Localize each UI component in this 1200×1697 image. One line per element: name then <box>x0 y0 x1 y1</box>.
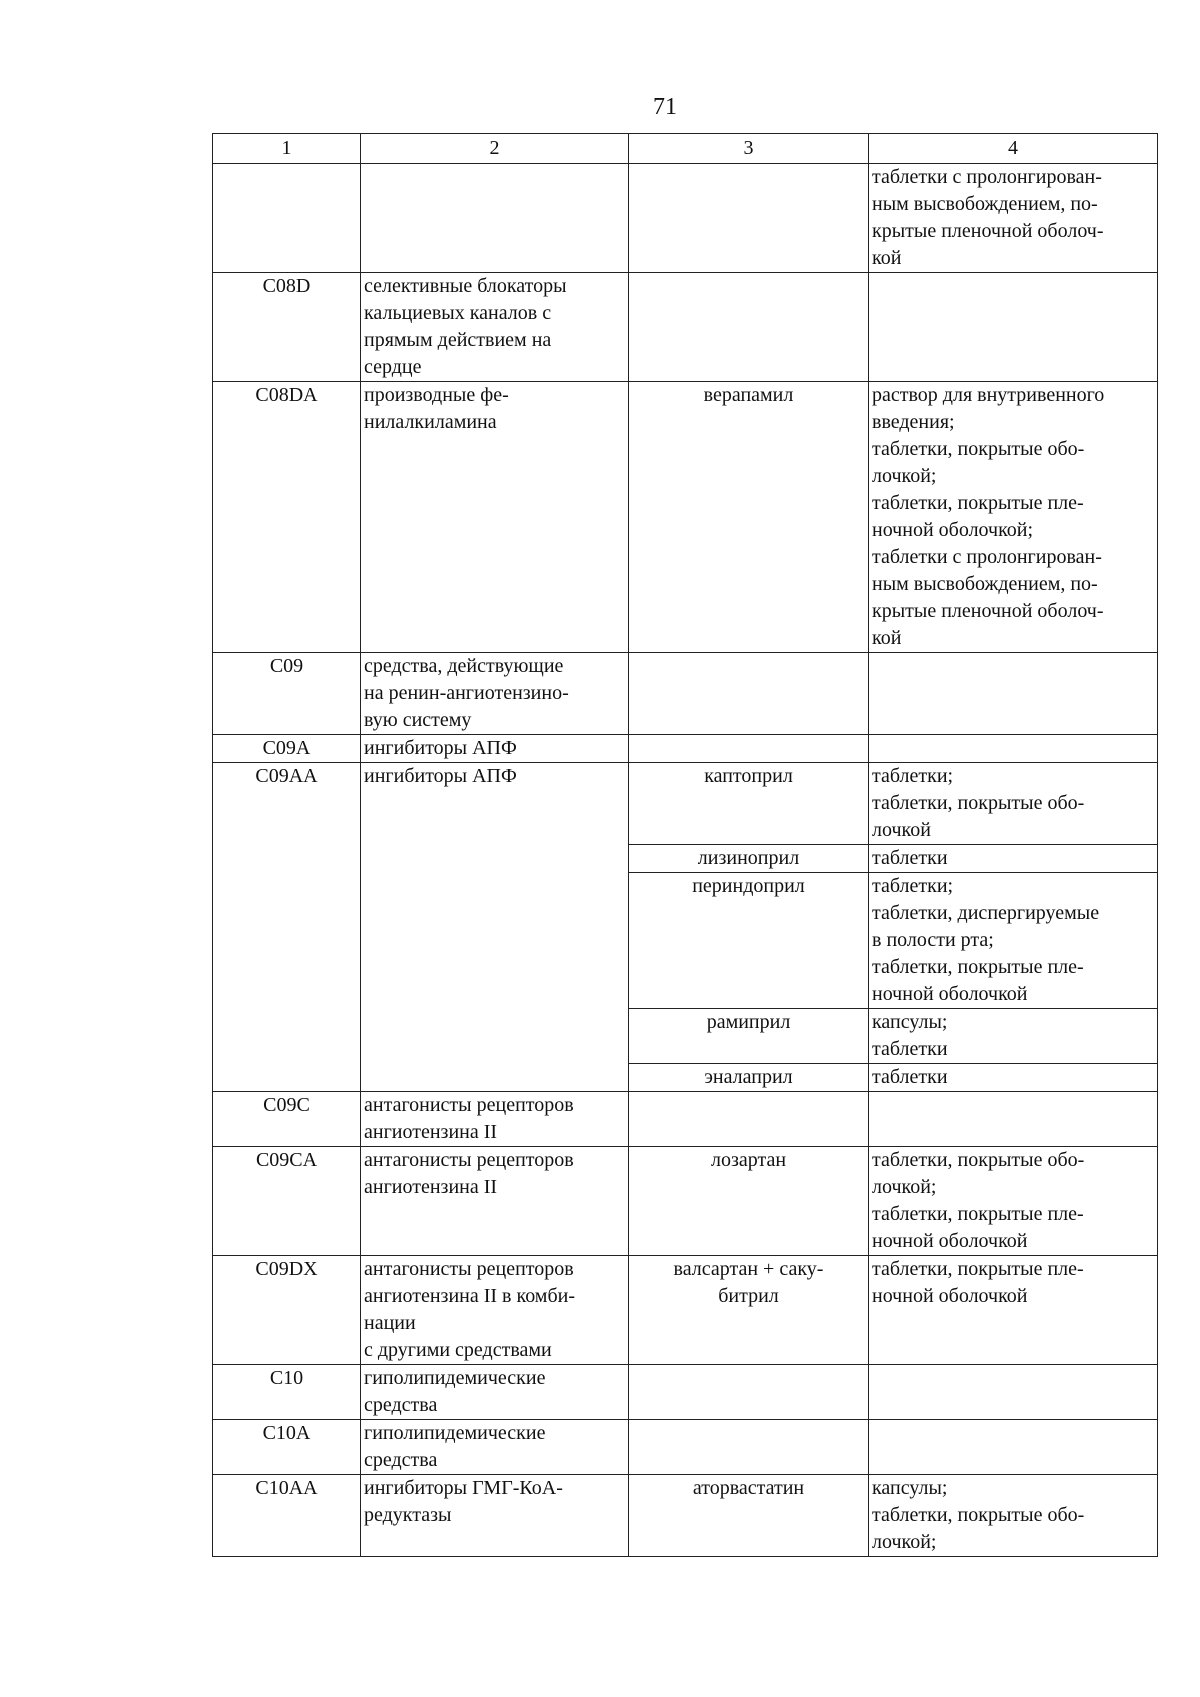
pharmacological-group-cell: антагонисты рецепторов ангиотензина II в комби- нации с другими средствами <box>361 1256 629 1365</box>
atc-code-cell: C08D <box>213 273 361 382</box>
atc-code-cell: C09 <box>213 653 361 735</box>
drug-name-cell <box>629 653 869 735</box>
table-row <box>213 735 1158 763</box>
dosage-forms-cell <box>869 1365 1158 1420</box>
header-col-4: 4 <box>869 134 1158 164</box>
dosage-forms-cell <box>869 1092 1158 1147</box>
drug-name-cell: лизиноприл <box>629 845 869 873</box>
dosage-forms-cell: таблетки <box>869 1064 1158 1092</box>
table-row <box>213 1256 1158 1365</box>
atc-code-cell: C09DX <box>213 1256 361 1365</box>
drug-name-cell <box>629 273 869 382</box>
atc-code-cell: C09C <box>213 1092 361 1147</box>
table-header <box>213 134 1158 164</box>
drug-name-cell: лозартан <box>629 1147 869 1256</box>
drug-name-cell: аторвастатин <box>629 1475 869 1557</box>
dosage-forms-cell <box>869 735 1158 763</box>
pharmacological-group-cell: ингибиторы ГМГ-КоА- редуктазы <box>361 1475 629 1557</box>
drug-name-cell <box>629 164 869 273</box>
table-row <box>213 1365 1158 1420</box>
atc-code-cell: C09A <box>213 735 361 763</box>
pharmacological-group-cell: селективные блокаторы кальциевых каналов с прямым действием на сердце <box>361 273 629 382</box>
header-col-3: 3 <box>629 134 869 164</box>
dosage-forms-cell <box>869 1420 1158 1475</box>
table-row <box>213 1147 1158 1256</box>
dosage-forms-cell: таблетки; таблетки, диспергируемые в полости рта; таблетки, покрытые пле- ночной оболочкой <box>869 873 1158 1009</box>
dosage-forms-cell: капсулы; таблетки <box>869 1009 1158 1064</box>
table-row <box>213 164 1158 273</box>
atc-code-cell: C09CA <box>213 1147 361 1256</box>
atc-code-cell: C09AA <box>213 763 361 1092</box>
dosage-forms-cell: раствор для внутривенного введения; таблетки, покрытые обо- лочкой; таблетки, покрытые пле- ночной оболочкой; таблетки с пролонгирован- ным высвобождением, по- крытые пленочной оболоч- кой <box>869 382 1158 653</box>
header-col-2: 2 <box>361 134 629 164</box>
header-col-1: 1 <box>213 134 361 164</box>
atc-code-cell <box>213 164 361 273</box>
drug-name-cell <box>629 1420 869 1475</box>
dosage-forms-cell: таблетки; таблетки, покрытые обо- лочкой <box>869 763 1158 845</box>
dosage-forms-cell <box>869 653 1158 735</box>
drug-name-cell: верапамил <box>629 382 869 653</box>
pharmacological-group-cell: гиполипидемические средства <box>361 1420 629 1475</box>
pharmacological-group-cell <box>361 164 629 273</box>
dosage-forms-cell: таблетки с пролонгирован- ным высвобождением, по- крытые пленочной оболоч- кой <box>869 164 1158 273</box>
drug-name-cell <box>629 1092 869 1147</box>
page-number: 71 <box>653 94 677 120</box>
dosage-forms-cell: таблетки, покрытые обо- лочкой; таблетки, покрытые пле- ночной оболочкой <box>869 1147 1158 1256</box>
drug-name-cell <box>629 735 869 763</box>
pharmacological-group-cell: средства, действующие на ренин-ангиотензино- вую систему <box>361 653 629 735</box>
dosage-forms-cell <box>869 273 1158 382</box>
table-row <box>213 1092 1158 1147</box>
table-row <box>213 763 1158 845</box>
table-row <box>213 1420 1158 1475</box>
dosage-forms-cell: таблетки, покрытые пле- ночной оболочкой <box>869 1256 1158 1365</box>
pharmacological-group-cell: ингибиторы АПФ <box>361 735 629 763</box>
table-row <box>213 653 1158 735</box>
drug-name-cell: эналаприл <box>629 1064 869 1092</box>
pharmacological-group-cell: антагонисты рецепторов ангиотензина II <box>361 1147 629 1256</box>
pharmacological-group-cell: антагонисты рецепторов ангиотензина II <box>361 1092 629 1147</box>
drug-name-cell: рамиприл <box>629 1009 869 1064</box>
pharmacological-group-cell: производные фе- нилалкиламина <box>361 382 629 653</box>
drug-name-cell <box>629 1365 869 1420</box>
drug-table <box>212 133 1158 1557</box>
atc-code-cell: C10AA <box>213 1475 361 1557</box>
dosage-forms-cell: капсулы; таблетки, покрытые обо- лочкой; <box>869 1475 1158 1557</box>
table-row <box>213 273 1158 382</box>
atc-code-cell: C10 <box>213 1365 361 1420</box>
table-row <box>213 1475 1158 1557</box>
atc-code-cell: C08DA <box>213 382 361 653</box>
drug-name-cell: периндоприл <box>629 873 869 1009</box>
table-body <box>213 164 1158 1557</box>
pharmacological-group-cell: гиполипидемические средства <box>361 1365 629 1420</box>
pharmacological-group-cell: ингибиторы АПФ <box>361 763 629 1092</box>
atc-code-cell: C10A <box>213 1420 361 1475</box>
drug-name-cell: валсартан + саку- битрил <box>629 1256 869 1365</box>
dosage-forms-cell: таблетки <box>869 845 1158 873</box>
drug-name-cell: каптоприл <box>629 763 869 845</box>
table-row <box>213 382 1158 653</box>
